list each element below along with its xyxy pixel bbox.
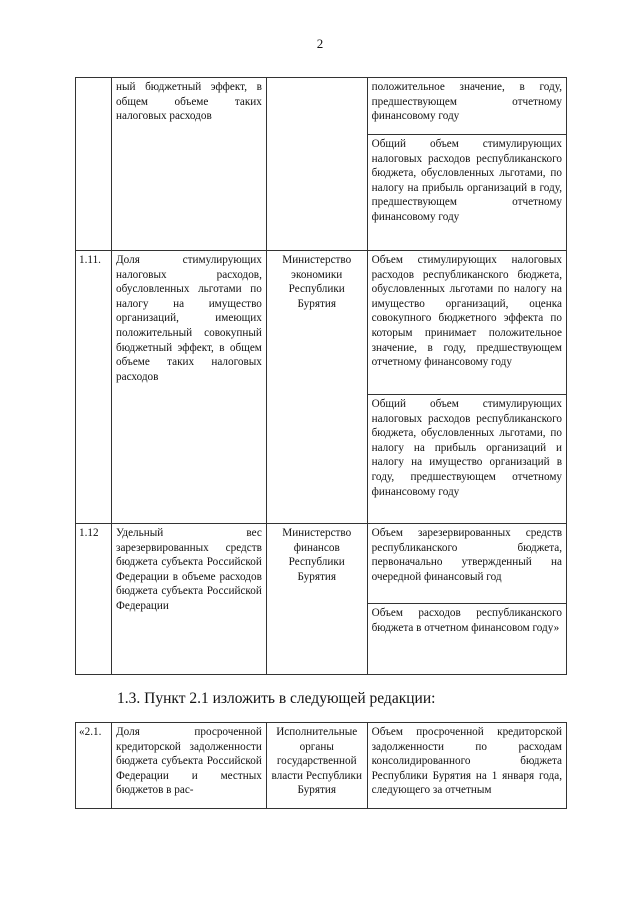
component-description-cell: Объем стимулирующих налоговых расходов республиканского бюджета, обусловленных льготами по налогу на имущество организаций, оценка совокупного бюджетного эффекта по которым принимает положительное значение, в году, предшествующем отчетному финансовому году (367, 251, 566, 395)
row-number-cell: 1.12 (76, 524, 112, 675)
row-number-cell: «2.1. (76, 723, 112, 809)
table-row (76, 251, 567, 395)
indicator-name-cell: Удельный вес зарезервированных средств бюджета субъекта Российской Федерации в объеме расходов бюджета субъекта Российской Федерации (112, 524, 267, 675)
component-description-cell: Объем расходов республиканского бюджета в отчетном финансовом году» (367, 604, 566, 675)
component-description-cell: положительное значение, в году, предшествующем отчетному финансовому году (367, 78, 566, 135)
component-description-cell: Объем просроченной кредиторской задолженности по расходам консолидированного бюджета Республики Бурятия на 1 января года, следующего за отчетным (367, 723, 566, 809)
table-row (76, 78, 567, 135)
indicator-name-cell: Доля стимулирующих налоговых расходов, обусловленных льготами по налогу на имущество организаций, имеющих положительный совокупный бюджетный эффект, в общем объеме таких налоговых расходов (112, 251, 267, 524)
indicator-name-cell: ный бюджетный эффект, в общем объеме таких налоговых расходов (112, 78, 267, 251)
component-description-cell: Объем зарезервированных средств республиканского бюджета, первоначально утвержденный на очередной финансовый год (367, 524, 566, 604)
indicators-table-2 (75, 722, 567, 809)
row-number-cell: 1.11. (76, 251, 112, 524)
table-row (76, 524, 567, 604)
responsible-cell: Министерство экономики Республики Бурятия (266, 251, 367, 524)
table-row (76, 723, 567, 809)
responsible-cell: Министерство финансов Республики Бурятия (266, 524, 367, 675)
responsible-cell (266, 78, 367, 251)
section-heading: 1.3. Пункт 2.1 изложить в следующей редакции: (117, 690, 436, 707)
responsible-cell: Исполнительные органы государственной власти Республики Бурятия (266, 723, 367, 809)
component-description-cell: Общий объем стимулирующих налоговых расходов республиканского бюджета, обусловленных льготами, по налогу на прибыль организаций в году, предшествующем отчетному финансовому году (367, 135, 566, 251)
component-description-cell: Общий объем стимулирующих налоговых расходов республиканского бюджета, обусловленных льготами, по налогу на прибыль организаций и налогу на имущество организаций в году, предшествующем отчетному финансовому году (367, 395, 566, 524)
row-number-cell (76, 78, 112, 251)
indicators-table (75, 77, 567, 675)
indicator-name-cell: Доля просроченной кредиторской задолженности бюджета субъекта Российской Федерации и местных бюджетов в рас- (112, 723, 267, 809)
page-number: 2 (316, 36, 324, 51)
